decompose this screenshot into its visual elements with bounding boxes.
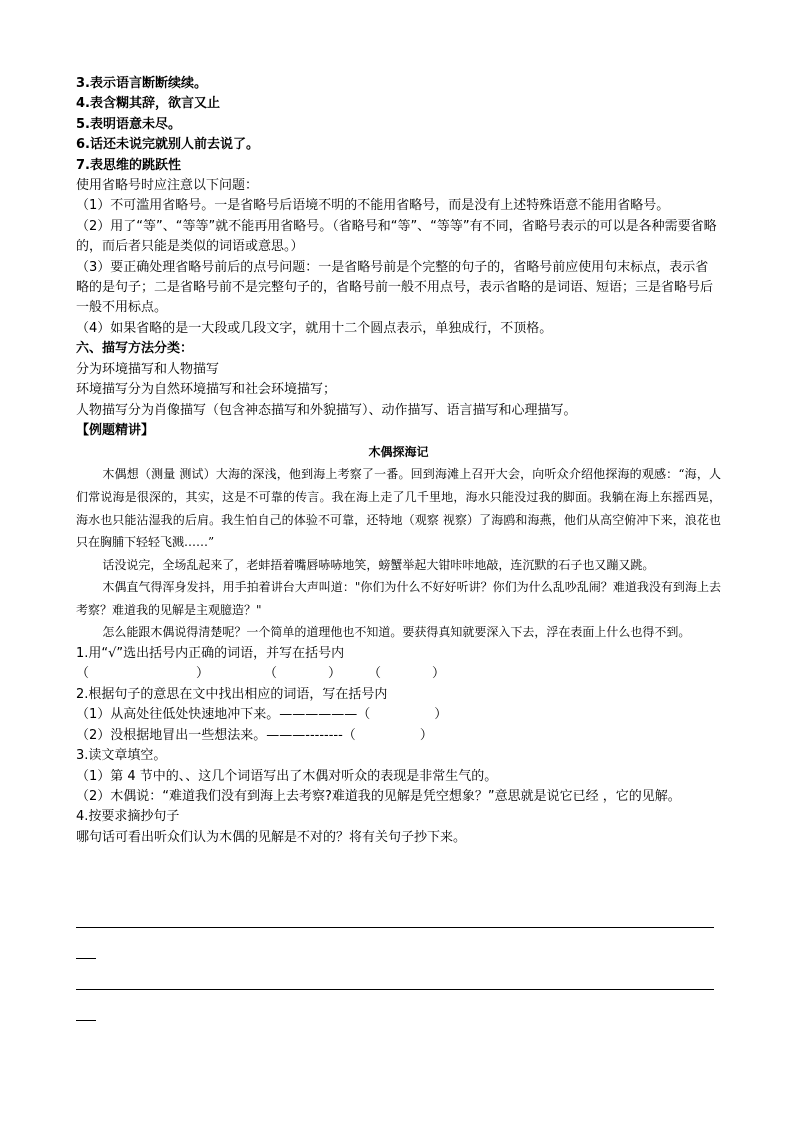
passage-paragraph: 话没说完，全场乱起来了，老蚌捂着嘴唇哧哧地笑，螃蟹举起大钳咔咔地敲，连沉默的石子也又蹦又跳。 <box>102 557 655 572</box>
question-3-item: （2）木偶说：“难道我们没有到海上去考察?难道我的见解是凭空想象？”意思就是说它已经 ，它的见解。 <box>76 788 681 804</box>
question-3: 3.读文章填空。 <box>76 748 167 764</box>
blank-close: ） <box>434 707 448 723</box>
passage-body <box>76 463 721 644</box>
section-heading: 六、描写方法分类： <box>76 341 194 357</box>
section-line: 分为环境描写和人物描写 <box>76 361 220 377</box>
blank-close: ） <box>432 666 446 682</box>
question-2-item <box>76 726 721 746</box>
answer-line[interactable] <box>76 989 714 990</box>
answer-line[interactable] <box>76 927 714 928</box>
question-1-blanks: （ ） （ ） （ ） <box>76 664 721 684</box>
question-2-item-text: （1）从高处往低处快速地冲下来。——————（ <box>76 707 371 723</box>
question-2: 2.根据句子的意思在文中找出相应的词语，写在括号内 <box>76 686 388 702</box>
list-item: 4.表含糊其辞，欲言又止 <box>76 96 220 112</box>
passage-paragraph: 木偶想（测量 测试）大海的深浅，他到海上考察了一番。回到海滩上召开大会，向听众介绍他探海的观感：“海，人们常说海是很深的，其实，这是不可靠的传言。我在海上走了几千里地，海水只能没过我的脚面。我躺在海上东摇西晃，海水也只能沾湿我的后肩。我生怕自己的体验不可靠，还特地（观察 视察）了海鸥和海燕，他们从高空俯冲下来，浪花也只在胸脯下轻轻飞溅……” <box>76 467 721 550</box>
section-line: 人物描写分为肖像描写（包含神态描写和外貌描写）、动作描写、语言描写和心理描写。 <box>76 402 577 418</box>
ellipsis-intro: 使用省略号时应注意以下问题： <box>76 178 259 194</box>
question-4-prompt: 哪句话可看出听众们认为木偶的见解是不对的？将有关句子抄下来。 <box>76 829 467 845</box>
question-2-item-text: （2）没根据地冒出一些想法来。———--------（ <box>76 727 356 743</box>
question-2-item <box>76 705 721 725</box>
list-item: 7.表思维的跳跃性 <box>76 157 181 173</box>
answer-line-end <box>76 1020 96 1021</box>
question-4: 4.按要求摘抄句子 <box>76 809 180 825</box>
blank-open: （ <box>264 666 278 682</box>
passage-paragraph: 怎么能跟木偶说得清楚呢？一个简单的道理他也不知道。要获得真知就要深入下去，浮在表面上什么也得不到。 <box>102 625 691 640</box>
question-1: 1.用“√”选出括号内正确的词语，并写在括号内 <box>76 646 345 662</box>
blank-open: （ <box>368 666 382 682</box>
list-item: 6.话还未说完就别人前去说了。 <box>76 137 259 153</box>
ellipsis-rule-2: （2）用了“等”、“等等”就不能再用省略号。（省略号和“等”、“等等”有不同，省略号表示的可以是各种需要省略的，而后者只能是类似的词语或意思。） <box>76 218 717 255</box>
example-heading: 【例题精讲】 <box>76 422 155 438</box>
passage-title: 木偶探海记 <box>368 445 429 460</box>
passage-paragraph: 木偶直气得浑身发抖，用手拍着讲台大声叫道："你们为什么不好好听讲？你们为什么乱吵乱闹？难道我没有到海上去考察？难道我的见解是主观臆造？" <box>76 580 721 617</box>
section-line: 环境描写分为自然环境描写和社会环境描写； <box>76 382 337 398</box>
ellipsis-rule-3: （3）要正确处理省略号前后的点号问题：一是省略号前是个完整的句子的，省略号前应使用句末标点，表示省略的是句子；二是省略号前不是完整句子的，省略号前一般不用点号，表示省略的是词语、短语；三是省略号后一般不用标点。 <box>76 259 714 316</box>
list-item: 3.表示语言断断续续。 <box>76 76 207 91</box>
ellipsis-rule-4: （4）如果省略的是一大段或几段文字，就用十二个圆点表示，单独成行，不顶格。 <box>76 320 553 336</box>
ellipsis-rule-1: （1）不可滥用省略号。一是省略号后语境不明的不能用省略号，而是没有上述特殊语意不能用省略号。 <box>76 198 670 214</box>
blank-close: ） <box>419 727 433 743</box>
question-3-item: （1）第 4 节中的、、这几个词语写出了木偶对听众的表现是非常生气的。 <box>76 768 498 784</box>
list-item: 5.表明语意未尽。 <box>76 116 181 132</box>
content-column <box>76 74 721 848</box>
blank-open: （ <box>76 666 90 682</box>
answer-line-end <box>76 958 96 959</box>
